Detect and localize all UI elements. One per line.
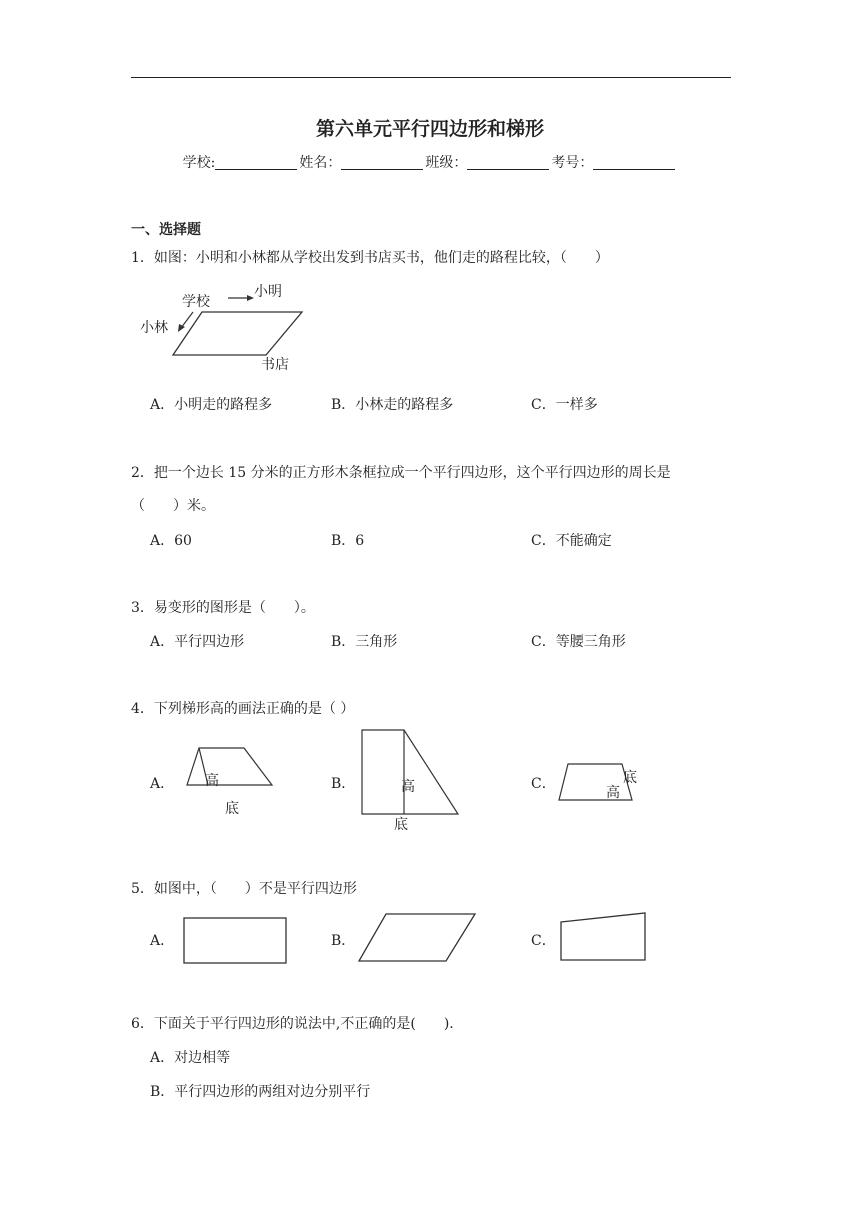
q2-option-a[interactable]: A．60 [150,533,192,549]
section-heading: 一、选择题 [131,222,201,238]
q5-figure-a [180,914,290,968]
q3-option-b[interactable]: B．三角形 [331,634,398,650]
q2-option-b[interactable]: B．6 [331,533,365,549]
xiaolin-arrow [181,312,193,328]
q4-figure-b [358,726,466,836]
label-base-a: 底 [225,801,239,817]
q4-option-b[interactable]: B． [331,776,356,792]
xiaoming-arrowhead [247,295,254,301]
name-blank[interactable] [341,155,423,170]
q2-option-c[interactable]: C．不能确定 [531,533,612,549]
q1-option-a[interactable]: A．小明走的路程多 [150,397,273,413]
q1-option-c[interactable]: C．一样多 [531,397,598,413]
question-3-stem: 3．易变形的图形是（ ）。 [131,600,315,616]
trapezoid-c [559,764,632,800]
q3-option-c[interactable]: C．等腰三角形 [531,634,626,650]
rectangle-shape [184,918,286,963]
question-1-figure [136,280,306,375]
header-rule [131,77,731,78]
trapezoid-shape [561,913,645,960]
q5-figure-b [356,910,480,966]
parallelogram-path [173,312,302,355]
label-height-a: 高 [205,773,219,789]
q5-option-b[interactable]: B． [331,933,356,949]
q3-option-a[interactable]: A．平行四边形 [150,634,245,650]
question-4-stem: 4．下列梯形高的画法正确的是（ ） [131,701,355,717]
parallelogram-shape [359,914,475,961]
exam-no-label: 考号： [551,155,594,171]
q4-figure-a [184,745,280,820]
name-label: 姓名： [299,155,342,171]
q4-figure-c [556,760,646,805]
school-blank[interactable] [215,155,297,170]
q6-option-b[interactable]: B．平行四边形的两组对边分别平行 [150,1084,371,1100]
school-label: 学校: [182,155,216,171]
q5-option-c[interactable]: C． [531,933,556,949]
label-school: 学校 [182,294,210,310]
page-title: 第六单元平行四边形和梯形 [315,118,544,140]
q4-option-c[interactable]: C． [531,776,556,792]
q6-option-a[interactable]: A．对边相等 [150,1050,231,1066]
q5-figure-c [556,909,650,965]
label-height-c: 高 [606,785,620,801]
label-xiaoming: 小明 [254,284,282,300]
label-height-b: 高 [401,779,415,795]
label-xiaolin: 小林 [140,320,168,336]
question-2-stem-line2: （ ）米。 [131,498,215,514]
label-bookstore: 书店 [261,357,289,373]
student-info-line [0,152,860,172]
question-2-stem-line1: 2．把一个边长 15 分米的正方形木条框拉成一个平行四边形，这个平行四边形的周长是 [131,465,671,481]
trapezoid-b [362,730,458,814]
question-5-stem: 5．如图中，（ ）不是平行四边形 [131,881,357,897]
label-base-b: 底 [394,817,408,833]
q4-option-a[interactable]: A． [150,776,175,792]
q1-option-b[interactable]: B．小林走的路程多 [331,397,454,413]
q5-option-a[interactable]: A． [150,933,175,949]
question-1-stem: 1．如图：小明和小林都从学校出发到书店买书，他们走的路程比较，（ ） [131,250,609,266]
class-label: 班级： [425,155,468,171]
label-base-c: 底 [623,770,637,786]
class-blank[interactable] [467,155,549,170]
question-6-stem: 6．下面关于平行四边形的说法中,不正确的是( ). [131,1016,454,1032]
xiaolin-arrowhead [178,324,185,332]
exam-no-blank[interactable] [593,155,675,170]
